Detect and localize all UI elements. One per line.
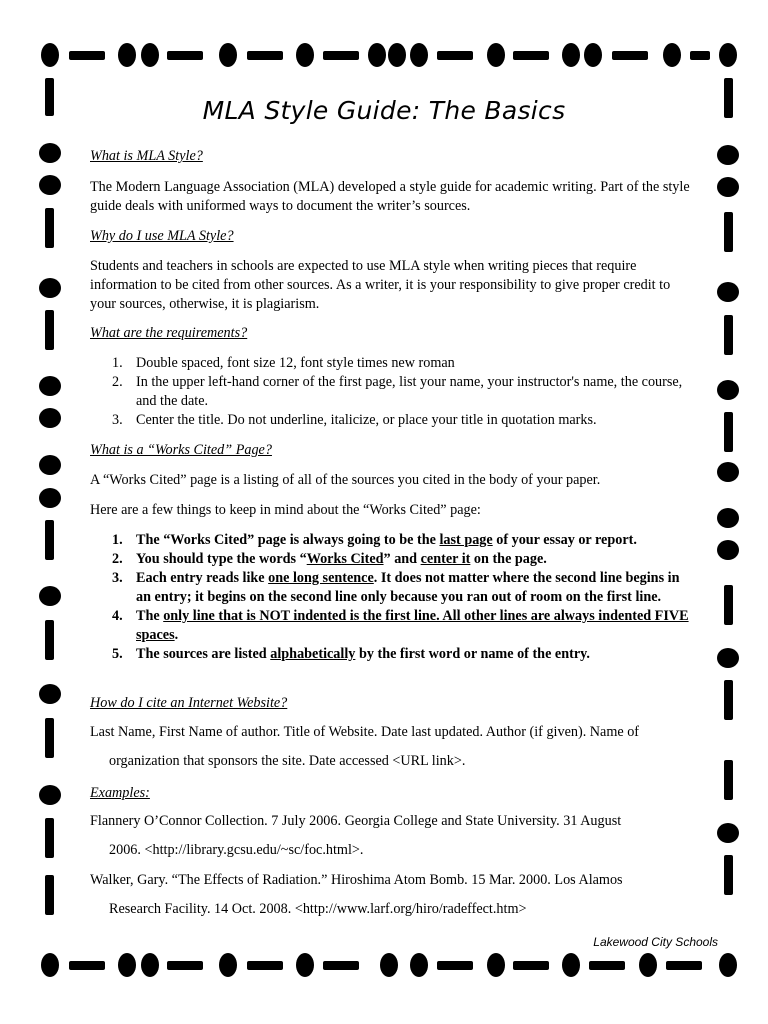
list-item: 3. Center the title. Do not underline, italicize, or place your title in quotation marks.: [112, 412, 597, 428]
list-item: 3. Each entry reads like one long sentence. It does not matter where the second line begins in an entry; it begins on the second line only because you ran out of room on the first line.: [112, 570, 680, 605]
requirements-list: [112, 354, 692, 430]
paragraph-works-cited-tips: Here are a few things to keep in mind about the “Works Cited” page:: [90, 502, 481, 518]
paragraph-why-use-mla: Students and teachers in schools are expected to use MLA style when writing pieces that require information to be cited from other sources. As a writer, it is your responsibility to give proper credit to your sources, otherwise, it is plagiarism.: [90, 258, 671, 312]
list-item: 4. The only line that is NOT indented is the first line. All other lines are always indented FIVE spaces.: [112, 608, 689, 643]
list-item: 1. The “Works Cited” page is always going to be the last page of your essay or report.: [112, 532, 637, 548]
page-title: MLA Style Guide: The Basics: [202, 96, 566, 125]
example-citation-1: Flannery O’Connor Collection. 7 July 2006. Georgia College and State University. 31 August 2006. <http://library.gcsu.edu/~sc/foc.html>.: [90, 813, 622, 858]
heading-cite-website: How do I cite an Internet Website?: [90, 695, 288, 711]
example-citation-2: Walker, Gary. “The Effects of Radiation.” Hiroshima Atom Bomb. 15 Mar. 2000. Los Alamos Research Facility. 14 Oct. 2008. <http://www.larf.org/hiro/radeffect.htm>: [90, 872, 623, 917]
works-cited-rules-list: [112, 531, 692, 664]
list-item: 2. In the upper left-hand corner of the first page, list your name, your instructor's name, the course, and the date.: [112, 374, 683, 409]
heading-requirements: What are the requirements?: [90, 325, 248, 341]
list-item: 1. Double spaced, font size 12, font style times new roman: [112, 355, 455, 371]
list-item: 2. You should type the words “Works Cited” and center it on the page.: [112, 551, 547, 567]
heading-what-is-mla: What is MLA Style?: [90, 148, 203, 164]
heading-why-use-mla: Why do I use MLA Style?: [90, 228, 234, 244]
heading-works-cited: What is a “Works Cited” Page?: [90, 442, 272, 458]
heading-examples: Examples:: [90, 785, 150, 801]
paragraph-works-cited: A “Works Cited” page is a listing of all of the sources you cited in the body of your paper.: [90, 472, 601, 488]
footer-school-name: Lakewood City Schools: [593, 935, 718, 949]
citation-format: Last Name, First Name of author. Title of Website. Date last updated. Author (if given). Name of organization that sponsors the site. Date accessed <URL link>.: [90, 724, 640, 769]
list-item: 5. The sources are listed alphabetically by the first word or name of the entry.: [112, 646, 590, 662]
paragraph-what-is-mla: The Modern Language Association (MLA) developed a style guide for academic writing. Part of the style guide deals with uniformed ways to document the writer’s sources.: [90, 179, 690, 214]
